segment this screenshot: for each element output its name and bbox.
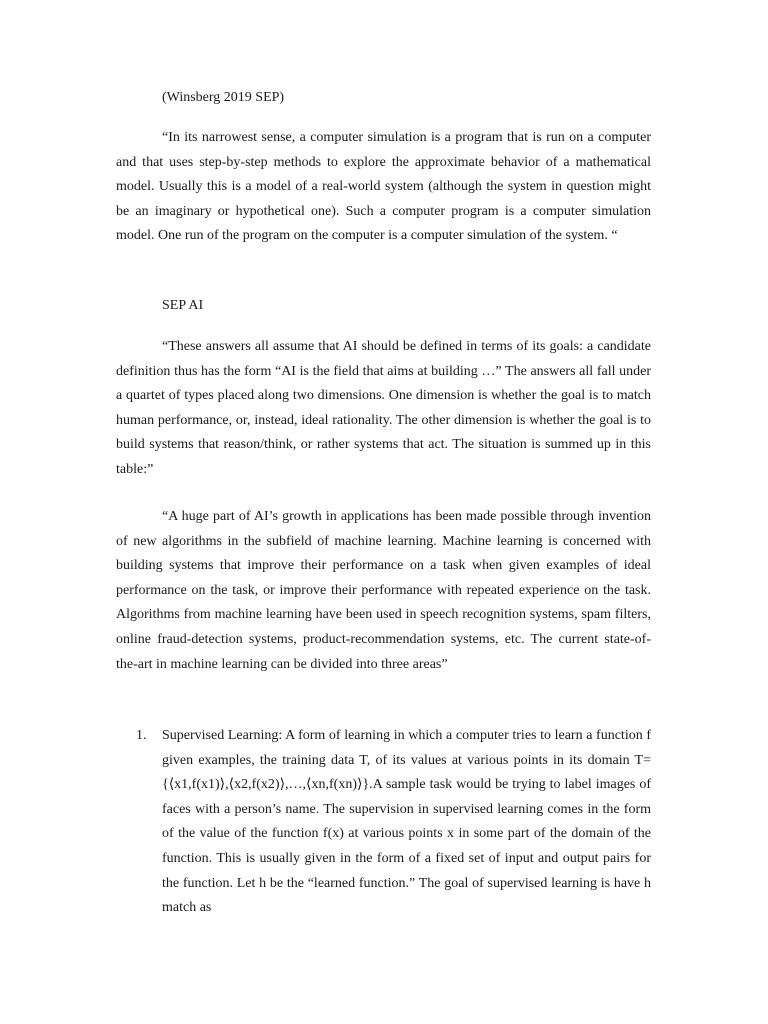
list-item-text-supervised-learning: Supervised Learning: A form of learning in which a computer tries to learn a function f given examples, the training data T, of its values at various points in its domain T={⟨x1,f(x1)⟩,⟨x2,f(x2)⟩,…,⟨xn,f(xn)⟩}.A sample task would be trying to label images of faces with a person’s name. The supervision in supervised learning comes in the form of the value of the function f(x) at various points x in some part of the domain of the function. This is usually given in the form of a fixed set of input and output pairs for the function. Let h be the “learned function.” The goal of supervised learning is have h match as [162,728,651,916]
list-item-number: 1. [136,728,147,743]
list-item [116,724,651,921]
citation-heading-sep-ai: SEP AI [162,298,204,313]
quote-paragraph-machine-learning: “A huge part of AI’s growth in applications has been made possible through invention of new algorithms in the subfield of machine learning. Machine learning is concerned with building systems that improve their performance on a task when given examples of ideal performance on the task, or improve their performance with repeated experience on the task. Algorithms from machine learning have been used in speech recognition systems, spam filters, online fraud-detection systems, product-recommendation systems, etc. The current state-of-the-art in machine learning can be divided into three areas” [116,509,651,672]
quote-paragraph-simulation: “In its narrowest sense, a computer simulation is a program that is run on a computer and that uses step-by-step methods to explore the approximate behavior of a mathematical model. Usually this is a model of a real-world system (although the system in question might be an imaginary or hypothetical one). Such a computer program is a computer simulation model. One run of the program on the computer is a computer simulation of the system. “ [116,130,651,244]
citation-heading-winsberg: (Winsberg 2019 SEP) [162,90,285,105]
quote-paragraph-ai-goals: “These answers all assume that AI should be defined in terms of its goals: a candidate definition thus has the form “AI is the field that aims at building …” The answers all fall under a quartet of types placed along two dimensions. One dimension is whether the goal is to match human performance, or, instead, ideal rationality. The other dimension is whether the goal is to build systems that reason/think, or rather systems that act. The situation is summed up in this table:” [116,339,651,477]
ml-areas-list [116,724,651,921]
